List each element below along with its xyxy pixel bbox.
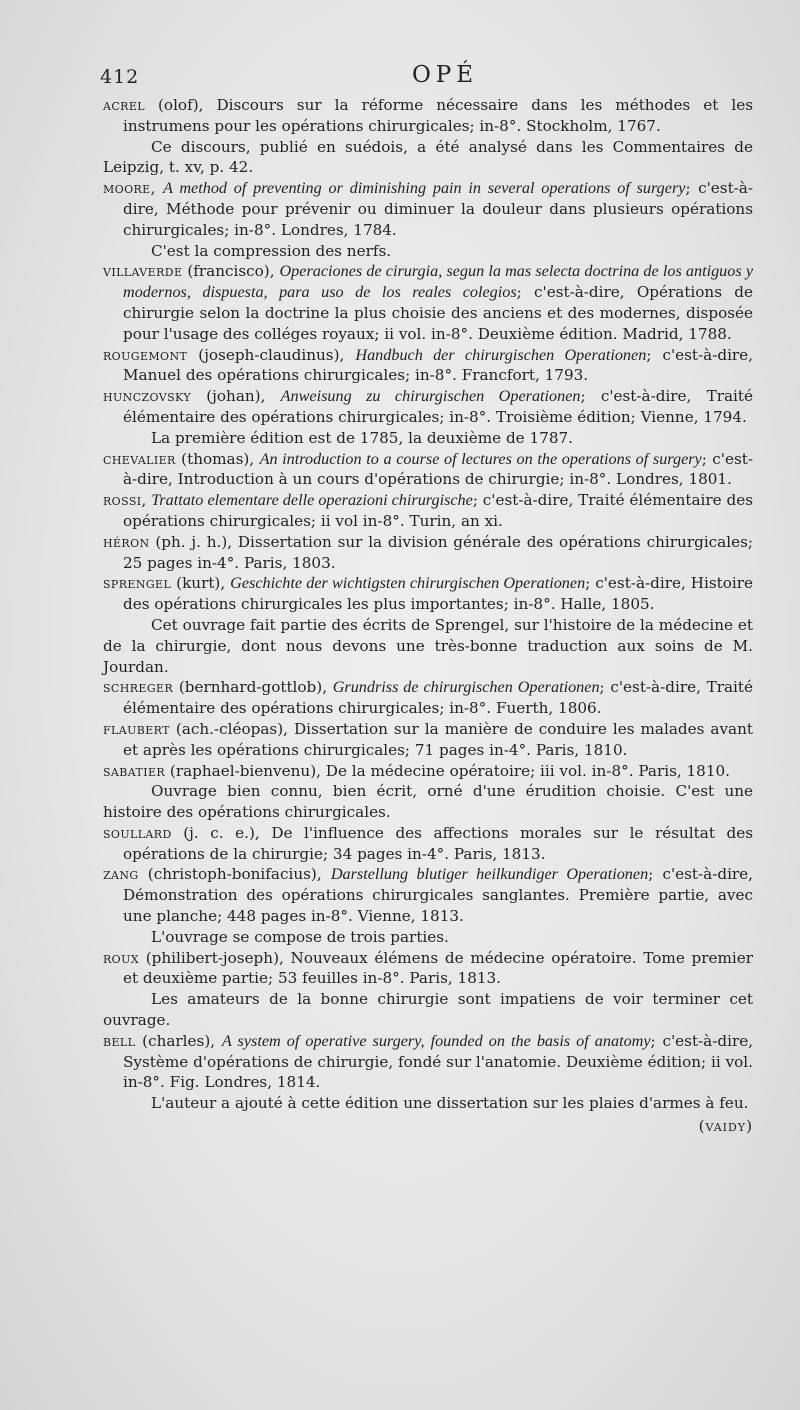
entry-title: A method of preventing or diminishing pain in several operations of surgery [163, 179, 686, 198]
entry-details: ; c'est-à-dire, Méthode pour prévenir ou diminuer la douleur dans plusieurs opérations chirurgicales; in-8°. Londres, 1784. [123, 179, 753, 239]
entry-author-name: (kurt), [171, 574, 231, 593]
entry-author-name: (philibert-joseph), [139, 948, 291, 967]
entry-author-name: , [141, 491, 152, 510]
entry-author-name: (raphael-bienvenu), [165, 761, 326, 780]
entry-note: Ce discours, publié en suédois, a été analysé dans les Commentaires de Leipzig, t. xv, p. 42. [103, 137, 753, 177]
entry-title: Trattato elementare delle operazioni chirurgische [151, 491, 473, 510]
entry-author-name: (olof), [144, 96, 217, 114]
entry-author: soullard [103, 823, 172, 842]
entry-note: C'est la compression des nerfs. [151, 241, 392, 260]
running-head [100, 62, 760, 92]
entry-details: ; c'est-à-dire, Manuel des opérations chirurgicales; in-8°. Francfort, 1793. [123, 345, 754, 385]
entry-details: ; c'est-à-dire, Opérations de chirurgie selon la doctrine la plus choisie des anciens et des modernes, disposée pour l'usage des colléges royaux; ii vol. in-8°. Deuxième édition. Madrid, 1788. [123, 283, 753, 343]
bibliography-entry [103, 532, 753, 574]
entry-note: L'auteur a ajouté à cette édition une dissertation sur les plaies d'armes à feu. [151, 1094, 749, 1113]
entry-details: ; c'est-à-dire, Démonstration des opérations chirurgicales sanglantes. Première partie, avec une planche; 448 pages in-8°. Vienne, 1813. [123, 865, 753, 926]
bibliography-entry [103, 178, 753, 240]
entry-author: hunczovsky [103, 387, 192, 406]
entry-author: flaubert [103, 719, 170, 738]
entry-author-name: (bernhard-gottlob), [173, 678, 333, 697]
entry-author-name: (joseph-claudinus), [187, 345, 356, 364]
bibliography-entry [103, 864, 753, 926]
bibliography-entry [103, 823, 753, 865]
entry-title: A system of operative surgery, founded on the basis of anatomy [221, 1031, 651, 1050]
entry-author: bell [103, 1031, 136, 1050]
entry-author: sabatier [103, 761, 166, 780]
entry-note: L'ouvrage se compose de trois parties. [151, 927, 449, 946]
entry-details: ; c'est-à-dire, Traité élémentaire des opérations chirurgicales; ii vol in-8°. Turin, an xi. [123, 491, 754, 530]
entry-note: La première édition est de 1785, la deuxième de 1787. [151, 428, 573, 447]
bibliography-entry [103, 719, 753, 761]
entry-author: roux [103, 948, 140, 967]
entry-details: Nouveaux élémens de médecine opératoire. Tome premier et deuxième partie; 53 feuilles in-8°. Paris, 1813. [123, 948, 753, 988]
entry-details: De la médecine opératoire; iii vol. in-8°. Paris, 1810. [325, 761, 730, 780]
entry-details: ; c'est-à-dire, Traité élémentaire des opérations chirurgicales; in-8°. Fuerth, 1806. [123, 678, 753, 718]
entry-title: An introduction to a course of lectures on the operations of surgery [259, 449, 702, 468]
entry-author: moore [103, 179, 151, 198]
entry-author: zang [103, 865, 139, 884]
entry-author-name: (johan), [191, 387, 281, 406]
entry-author-name: (francisco), [182, 262, 280, 281]
entry-note: Ouvrage bien connu, bien écrit, orné d'une érudition choisie. C'est une histoire des opérations chirurgicales. [103, 782, 753, 822]
entry-author: acrel [103, 96, 145, 114]
entry-title: Grundriss de chirurgischen Operationen [332, 678, 600, 697]
entry-author-name: (j. c. e.), [171, 823, 272, 842]
author-signature: (vaidy) [698, 1117, 753, 1136]
entry-author-name: (charles), [135, 1031, 222, 1050]
entry-author: villaverde [103, 262, 183, 281]
entry-author: chevalier [103, 449, 176, 468]
entry-details: Dissertation sur la manière de conduire les malades avant et après les opérations chirurgicales; 71 pages in-4°. Paris, 1810. [123, 719, 753, 759]
entry-note: Cet ouvrage fait partie des écrits de Sprengel, sur l'histoire de la médecine et de la chirurgie, dont nous devons une très-bonne traduction aux soins de M. Jourdan. [103, 615, 753, 676]
running-title: OPÉ [411, 62, 479, 88]
entry-title: Operaciones de cirurgia, segun la mas selecta doctrina de los antiguos y modernos, dispuesta, para uso de los reales colegios [123, 262, 754, 302]
entry-title: Darstellung blutiger heilkundiger Operationen [330, 865, 649, 884]
bibliography-entry [103, 677, 753, 719]
bibliography-entry [103, 449, 753, 491]
bibliography-entry [103, 386, 753, 428]
entry-author: rougemont [103, 345, 188, 364]
entry-author: sprengel [103, 574, 172, 593]
entry-title: Handbuch der chirurgischen Operationen [355, 345, 647, 364]
bibliography-entries [103, 95, 753, 1137]
entry-author: héron [103, 532, 150, 551]
entry-title: Anweisung zu chirurgischen Operationen [280, 387, 581, 406]
bibliography-entry [103, 490, 753, 532]
entry-details: ; c'est-à-dire, Introduction à un cours d'opérations de chirurgie; in-8°. Londres, 1801. [123, 449, 753, 489]
entry-details: ; c'est-à-dire, Histoire des opérations chirurgicales les plus importantes; in-8°. Halle, 1805. [123, 574, 753, 614]
entry-author-name: (christoph-bonifacius), [138, 865, 331, 884]
bibliography-entry [103, 261, 753, 344]
entry-author-name: , [150, 179, 163, 198]
entry-author-name: (ach.-cléopas), [169, 719, 294, 738]
bibliography-entry [103, 345, 753, 387]
entry-details: De l'influence des affections morales sur le résultat des opérations de la chirurgie; 34 pages in-4°. Paris, 1813. [123, 823, 753, 863]
bibliography-entry [103, 761, 753, 782]
entry-author-name: (thomas), [175, 449, 260, 468]
entry-author: rossi [103, 491, 142, 510]
page-number: 412 [100, 66, 140, 88]
entry-author: schreger [103, 678, 174, 697]
entry-title: Geschichte der wichtigsten chirurgischen Operationen [230, 574, 586, 593]
bibliography-entry [103, 948, 753, 990]
entry-details: Discours sur la réforme nécessaire dans les méthodes et les instrumens pour les opérations chirurgicales; in-8°. Stockholm, 1767. [123, 96, 753, 135]
bibliography-entry [103, 573, 753, 615]
bibliography-entry [103, 1031, 753, 1093]
entry-note: Les amateurs de la bonne chirurgie sont impatiens de voir terminer cet ouvrage. [103, 990, 753, 1030]
entry-details: ; c'est-à-dire, Système d'opérations de chirurgie, fondé sur l'anatomie. Deuxième édition; ii vol. in-8°. Fig. Londres, 1814. [123, 1031, 754, 1092]
bibliography-entry [103, 95, 753, 137]
entry-details: ; c'est-à-dire, Traité élémentaire des opérations chirurgicales; in-8°. Troisième édition; Vienne, 1794. [123, 387, 753, 426]
entry-author-name: (ph. j. h.), [149, 532, 238, 551]
entry-details: Dissertation sur la division générale des opérations chirurgicales; 25 pages in-4°. Paris, 1803. [123, 532, 753, 572]
